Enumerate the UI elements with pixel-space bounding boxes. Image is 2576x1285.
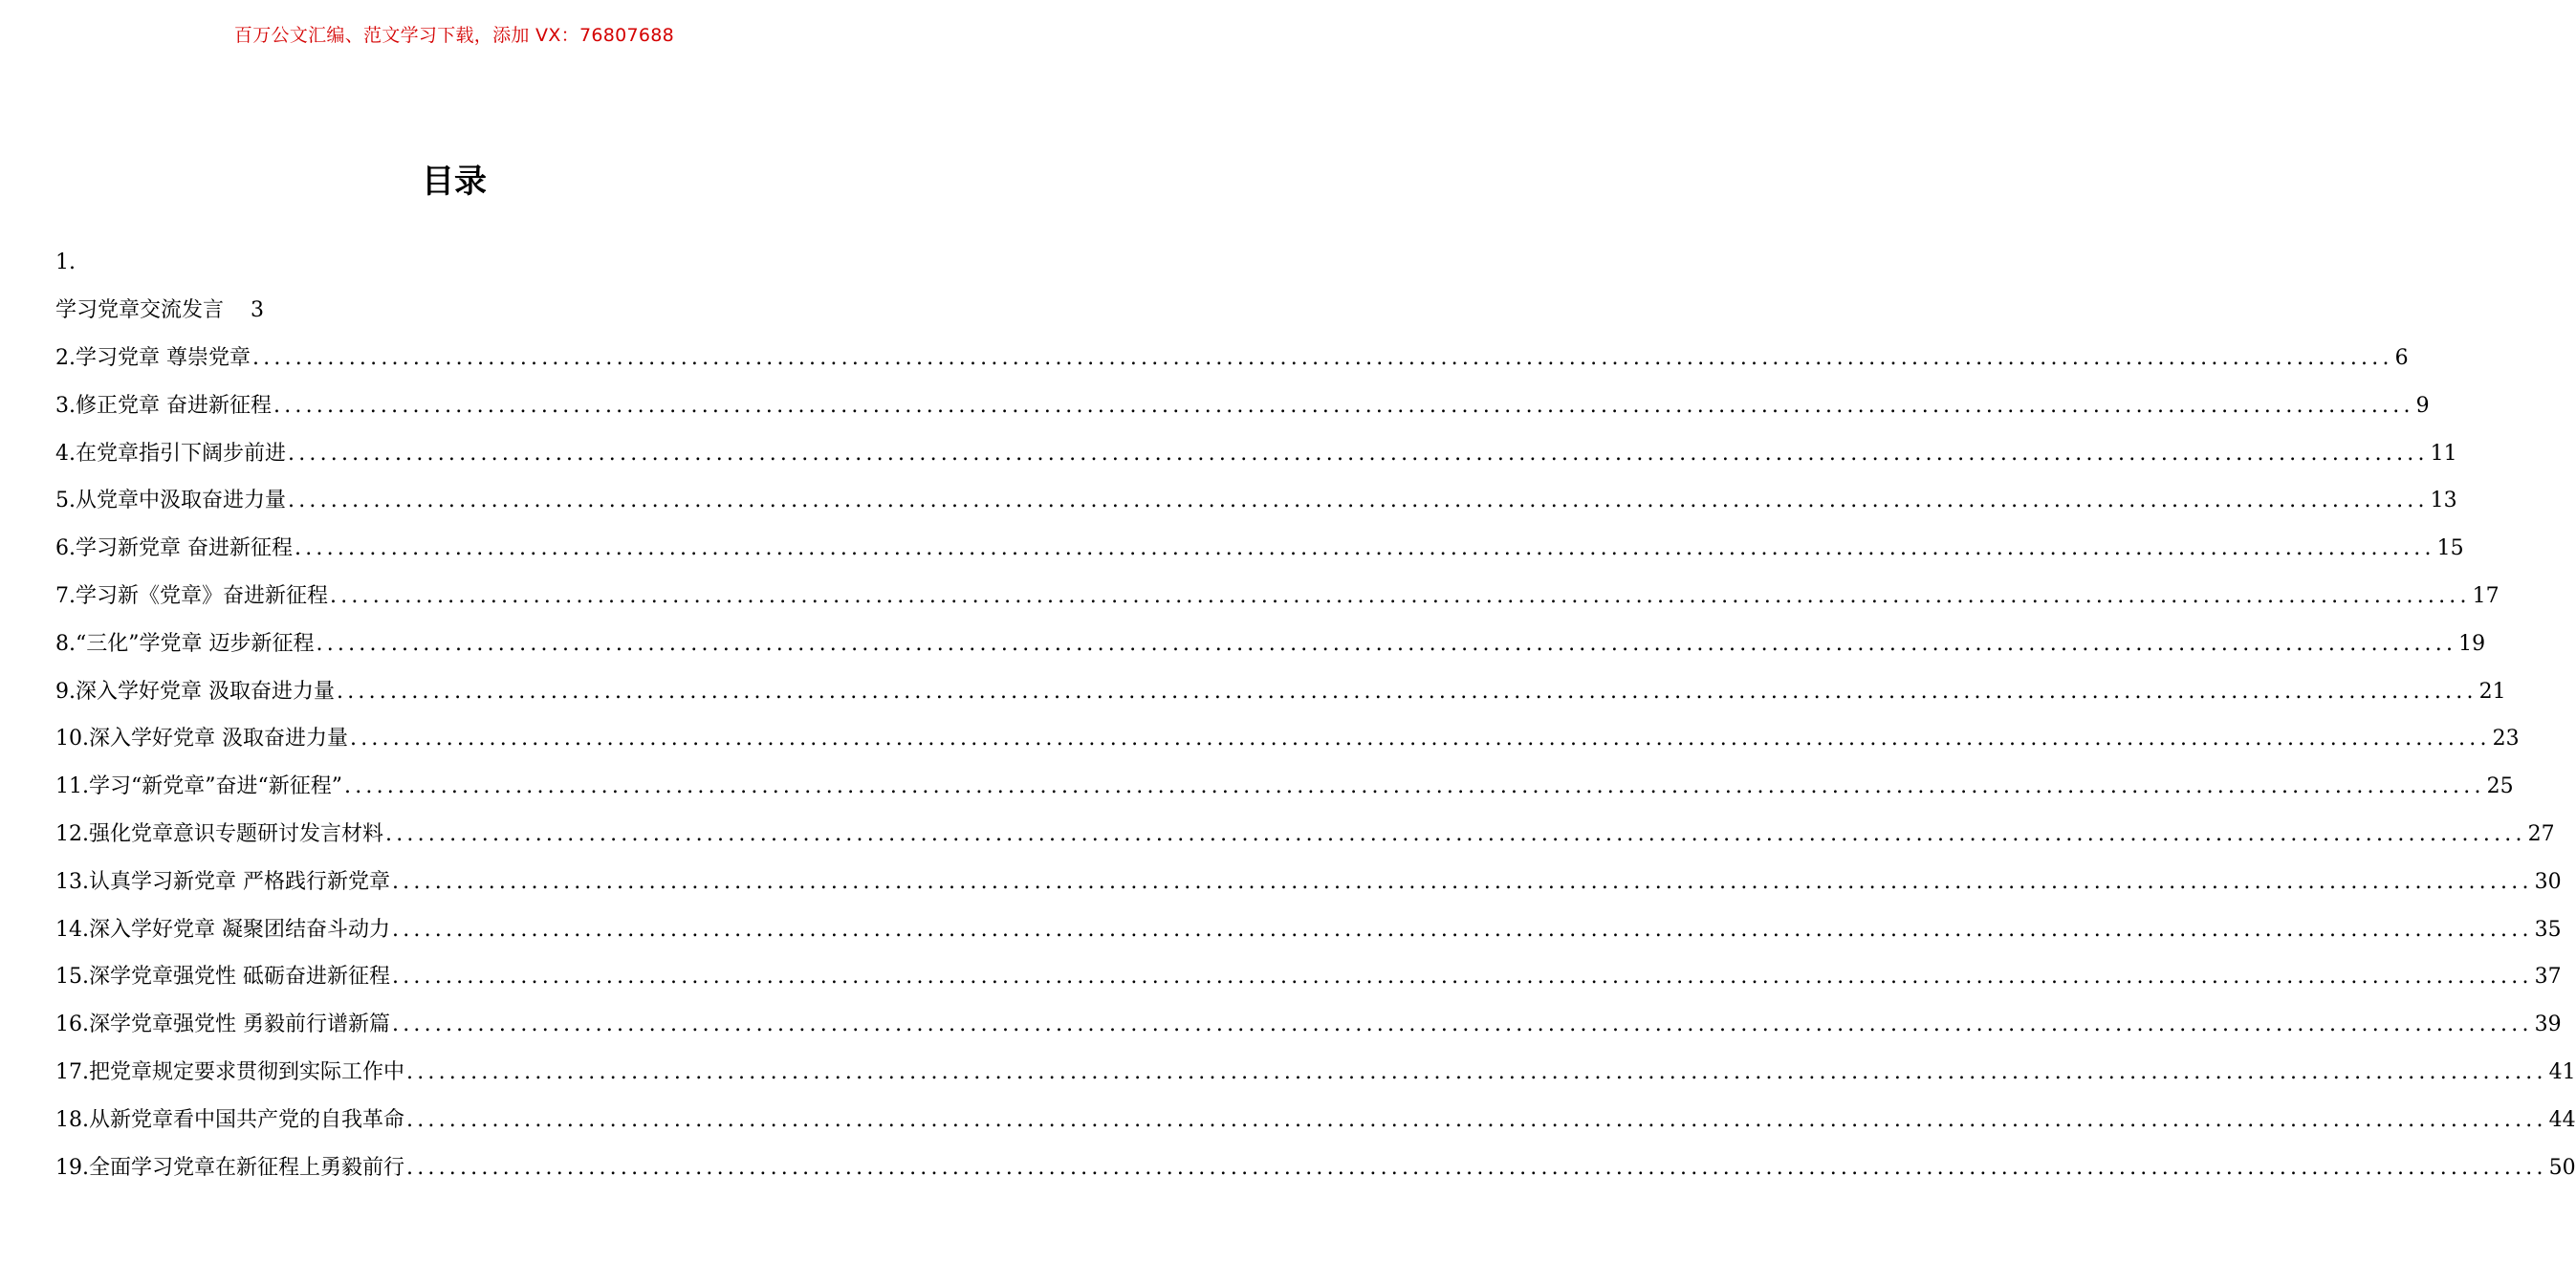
- toc-entry-label: [55, 866, 390, 899]
- toc-entry-number: 16.: [55, 1013, 89, 1037]
- toc-entry-page: 21: [2478, 679, 2506, 704]
- toc-entry-page: 13: [2430, 489, 2457, 513]
- toc-entry-label: [55, 628, 315, 661]
- toc-entry-title: 从新党章看中国共产党的自我革命: [89, 1107, 405, 1132]
- page-title: 目录: [422, 163, 487, 201]
- toc-entry[interactable]: [55, 485, 2457, 533]
- toc-entry-label: [55, 438, 286, 470]
- toc-entry-label: [55, 961, 390, 993]
- toc-dot-leader: ........................................................................................................................................................................................................: [295, 536, 2435, 561]
- toc-entry[interactable]: [55, 1009, 2562, 1056]
- toc-dot-leader: ........................................................................................................................................................................................................: [288, 489, 2429, 513]
- toc-dot-leader: ........................................................................................................................................................................................................: [316, 631, 2457, 656]
- toc-entry-title: 深学党章强党性 勇毅前行谱新篇: [89, 1013, 390, 1037]
- toc-entry-number: 3.: [55, 393, 76, 418]
- toc-dot-leader: ........................................................................................................................................................................................................: [406, 1155, 2547, 1180]
- toc-dot-leader: ........................................................................................................................................................................................................: [252, 346, 2393, 370]
- toc-entry-title: 全面学习党章在新征程上勇毅前行: [89, 1155, 405, 1180]
- toc-entry-number: 7.: [55, 583, 76, 608]
- toc-entry-page: 39: [2534, 1013, 2562, 1037]
- toc-entry-number: 2.: [55, 346, 76, 370]
- toc-entry-page: 3: [251, 298, 265, 322]
- toc-dot-leader: ........................................................................................................................................................................................................: [288, 441, 2429, 466]
- toc-entry[interactable]: [55, 533, 2464, 580]
- toc-entry-number: 4.: [55, 441, 76, 466]
- toc-entry-number: 5.: [55, 489, 76, 513]
- toc-entry-number: 6.: [55, 536, 76, 561]
- toc-entry-number: 11.: [55, 774, 89, 799]
- toc-entry-list: [55, 342, 2576, 1199]
- toc-entry-label: [55, 1056, 404, 1089]
- toc-entry-page: 30: [2534, 869, 2562, 894]
- toc-entry-label: [55, 342, 251, 375]
- toc-entry-label: [55, 390, 272, 423]
- toc-entry-title: 从党章中汲取奋进力量: [76, 489, 287, 513]
- toc-entry-title: 在党章指引下阔步前进: [76, 441, 287, 466]
- toc-dot-leader: ........................................................................................................................................................................................................: [337, 679, 2478, 704]
- toc-entry[interactable]: [55, 438, 2457, 486]
- toc-entry-number: 15.: [55, 965, 89, 990]
- toc-entry-label: [55, 580, 328, 613]
- toc-dot-leader: ........................................................................................................................................................................................................: [392, 869, 2533, 894]
- toc-dot-leader: ........................................................................................................................................................................................................: [344, 774, 2485, 799]
- toc-entry-number: 18.: [55, 1107, 89, 1132]
- toc-entry-title: “三化”学党章 迈步新征程: [76, 631, 315, 656]
- toc-entry-title: 修正党章 奋进新征程: [76, 393, 272, 418]
- toc-entry-title: 深入学好党章 凝聚团结奋斗动力: [89, 917, 390, 942]
- header-banner: 百万公文汇编、范文学习下载，添加 VX：76807688: [233, 25, 675, 46]
- toc-entry-title: 学习党章 尊崇党章: [76, 346, 251, 370]
- toc-entry-label: [55, 533, 293, 565]
- toc-entry-number: 10.: [55, 727, 89, 751]
- toc-entry-page: 6: [2394, 346, 2409, 370]
- toc-entry-page: 11: [2430, 441, 2457, 466]
- toc-entry-page: 9: [2415, 393, 2430, 418]
- toc-entry-label: [55, 771, 342, 803]
- toc-entry-page: 27: [2527, 821, 2555, 846]
- toc-dot-leader: ........................................................................................................................................................................................................: [392, 917, 2533, 942]
- toc-entry-title: 学习新《党章》奋进新征程: [76, 583, 329, 608]
- toc-entry-number: 17.: [55, 1059, 89, 1084]
- toc-entry-page: 17: [2472, 583, 2500, 608]
- toc-entry-number: 8.: [55, 631, 76, 656]
- toc-entry[interactable]: [55, 390, 2430, 438]
- toc-entry-label: [55, 723, 348, 755]
- toc-entry-label: [55, 1152, 404, 1185]
- toc-entry-label: [55, 676, 335, 708]
- toc-entry-title: 学习党章交流发言: [55, 298, 225, 322]
- toc-entry[interactable]: [55, 723, 2520, 771]
- toc-entry[interactable]: [55, 1152, 2576, 1200]
- toc-entry[interactable]: [55, 1104, 2576, 1152]
- toc-entry-page: 44: [2548, 1107, 2576, 1132]
- toc-entry-1-number: 1.: [55, 250, 76, 274]
- table-of-contents: [55, 247, 2576, 1199]
- toc-entry-label: [55, 1009, 390, 1041]
- toc-entry[interactable]: [55, 818, 2555, 866]
- toc-entry-page: 50: [2548, 1155, 2576, 1180]
- toc-entry[interactable]: [55, 961, 2562, 1009]
- toc-entry-number: 19.: [55, 1155, 89, 1180]
- toc-entry-page: 37: [2534, 965, 2562, 990]
- toc-entry-title: 强化党章意识专题研讨发言材料: [89, 821, 384, 846]
- toc-entry-title: 深入学好党章 汲取奋进力量: [76, 679, 335, 704]
- toc-entry-page: 41: [2548, 1059, 2576, 1084]
- toc-entry-number: 12.: [55, 821, 89, 846]
- toc-dot-leader: ........................................................................................................................................................................................................: [330, 583, 2471, 608]
- toc-entry-title: 学习“新党章”奋进“新征程”: [89, 774, 342, 799]
- toc-entry-title: 深学党章强党性 砥砺奋进新征程: [89, 965, 390, 990]
- toc-entry[interactable]: [55, 1056, 2576, 1104]
- toc-entry-page: 23: [2492, 727, 2520, 751]
- toc-entry-number: 14.: [55, 917, 89, 942]
- toc-entry-page: 35: [2534, 917, 2562, 942]
- toc-dot-leader: ........................................................................................................................................................................................................: [392, 1013, 2533, 1037]
- toc-entry[interactable]: [55, 676, 2506, 724]
- toc-entry-page: 15: [2436, 536, 2464, 561]
- toc-entry[interactable]: [55, 628, 2486, 676]
- toc-dot-leader: ........................................................................................................................................................................................................: [385, 821, 2526, 846]
- toc-entry-title: 深入学好党章 汲取奋进力量: [89, 727, 348, 751]
- toc-dot-leader: ........................................................................................................................................................................................................: [406, 1059, 2547, 1084]
- toc-dot-leader: ........................................................................................................................................................................................................: [273, 393, 2414, 418]
- toc-entry[interactable]: [55, 914, 2562, 962]
- toc-entry-label: [55, 485, 286, 517]
- toc-entry-page: 19: [2458, 631, 2486, 656]
- toc-entry-page: 25: [2486, 774, 2514, 799]
- toc-entry-number: 13.: [55, 869, 89, 894]
- toc-entry-label: [55, 1104, 404, 1137]
- toc-dot-leader: ........................................................................................................................................................................................................: [406, 1107, 2547, 1132]
- toc-entry-label: [55, 914, 390, 947]
- toc-entry[interactable]: [55, 580, 2500, 628]
- toc-entry-number: 9.: [55, 679, 76, 704]
- toc-entry-title: 学习新党章 奋进新征程: [76, 536, 293, 561]
- toc-entry-title: 认真学习新党章 严格践行新党章: [89, 869, 390, 894]
- toc-entry[interactable]: [55, 771, 2514, 818]
- toc-entry[interactable]: [55, 342, 2409, 390]
- toc-dot-leader: ........................................................................................................................................................................................................: [392, 965, 2533, 990]
- toc-entry-1[interactable]: [55, 294, 853, 342]
- toc-entry-title: 把党章规定要求贯彻到实际工作中: [89, 1059, 405, 1084]
- toc-entry[interactable]: [55, 866, 2562, 914]
- toc-entry-label: [55, 818, 383, 851]
- toc-dot-leader: ........................................................................................................................................................................................................: [350, 727, 2491, 751]
